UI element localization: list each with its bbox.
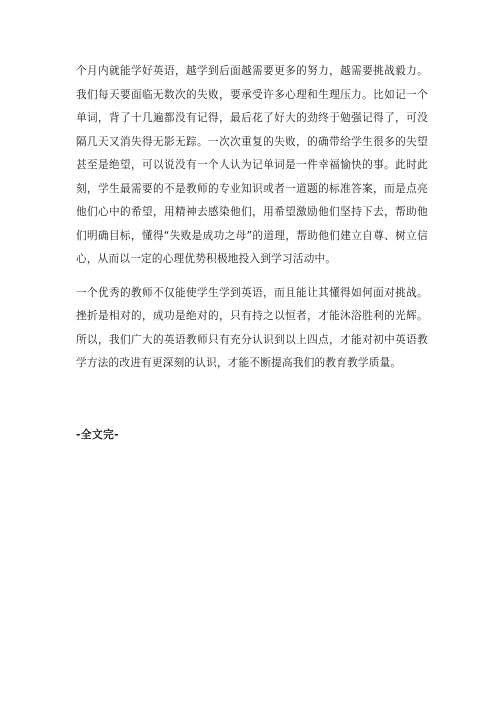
paragraph-2: 一个优秀的教师不仅能使学生学到英语，而且能让其懂得如何面对挑战。挫折是相对的，成功是绝对的，只有持之以恒者，才能沐浴胜利的光辉。所以，我们广大的英语教师只有充分认识到以上四点，才能对初中英语教学方法的改进有更深刻的认识，才能不断提高我们的教育教学质量。	[76, 286, 428, 369]
end-of-document-mark: -全文完-	[76, 429, 120, 441]
paragraph-1: 个月内就能学好英语，越学到后面越需要更多的努力，越需要挑战毅力。我们每天要面临无数次的失败，要承受许多心理和生理压力。比如记一个单词，背了十几遍都没有记得，最后花了好大的劲终于勉强记得了，可没隔几天又消失得无影无踪。一次次重复的失败，的确带给学生很多的失望甚至是绝望，可以说没有一个人认为记单词是一件幸福愉快的事。此时此刻，学生最需要的不是教师的专业知识或者一道题的标准答案，而是点亮他们心中的希望，用精神去感染他们，用希望激励他们坚持下去，帮助他们明确目标，懂得“失败是成功之母”的道理，帮助他们建立自尊、树立信心，从而以一定的心理优势积极地投入到学习活动中。	[76, 65, 428, 265]
body-text	[76, 60, 428, 376]
